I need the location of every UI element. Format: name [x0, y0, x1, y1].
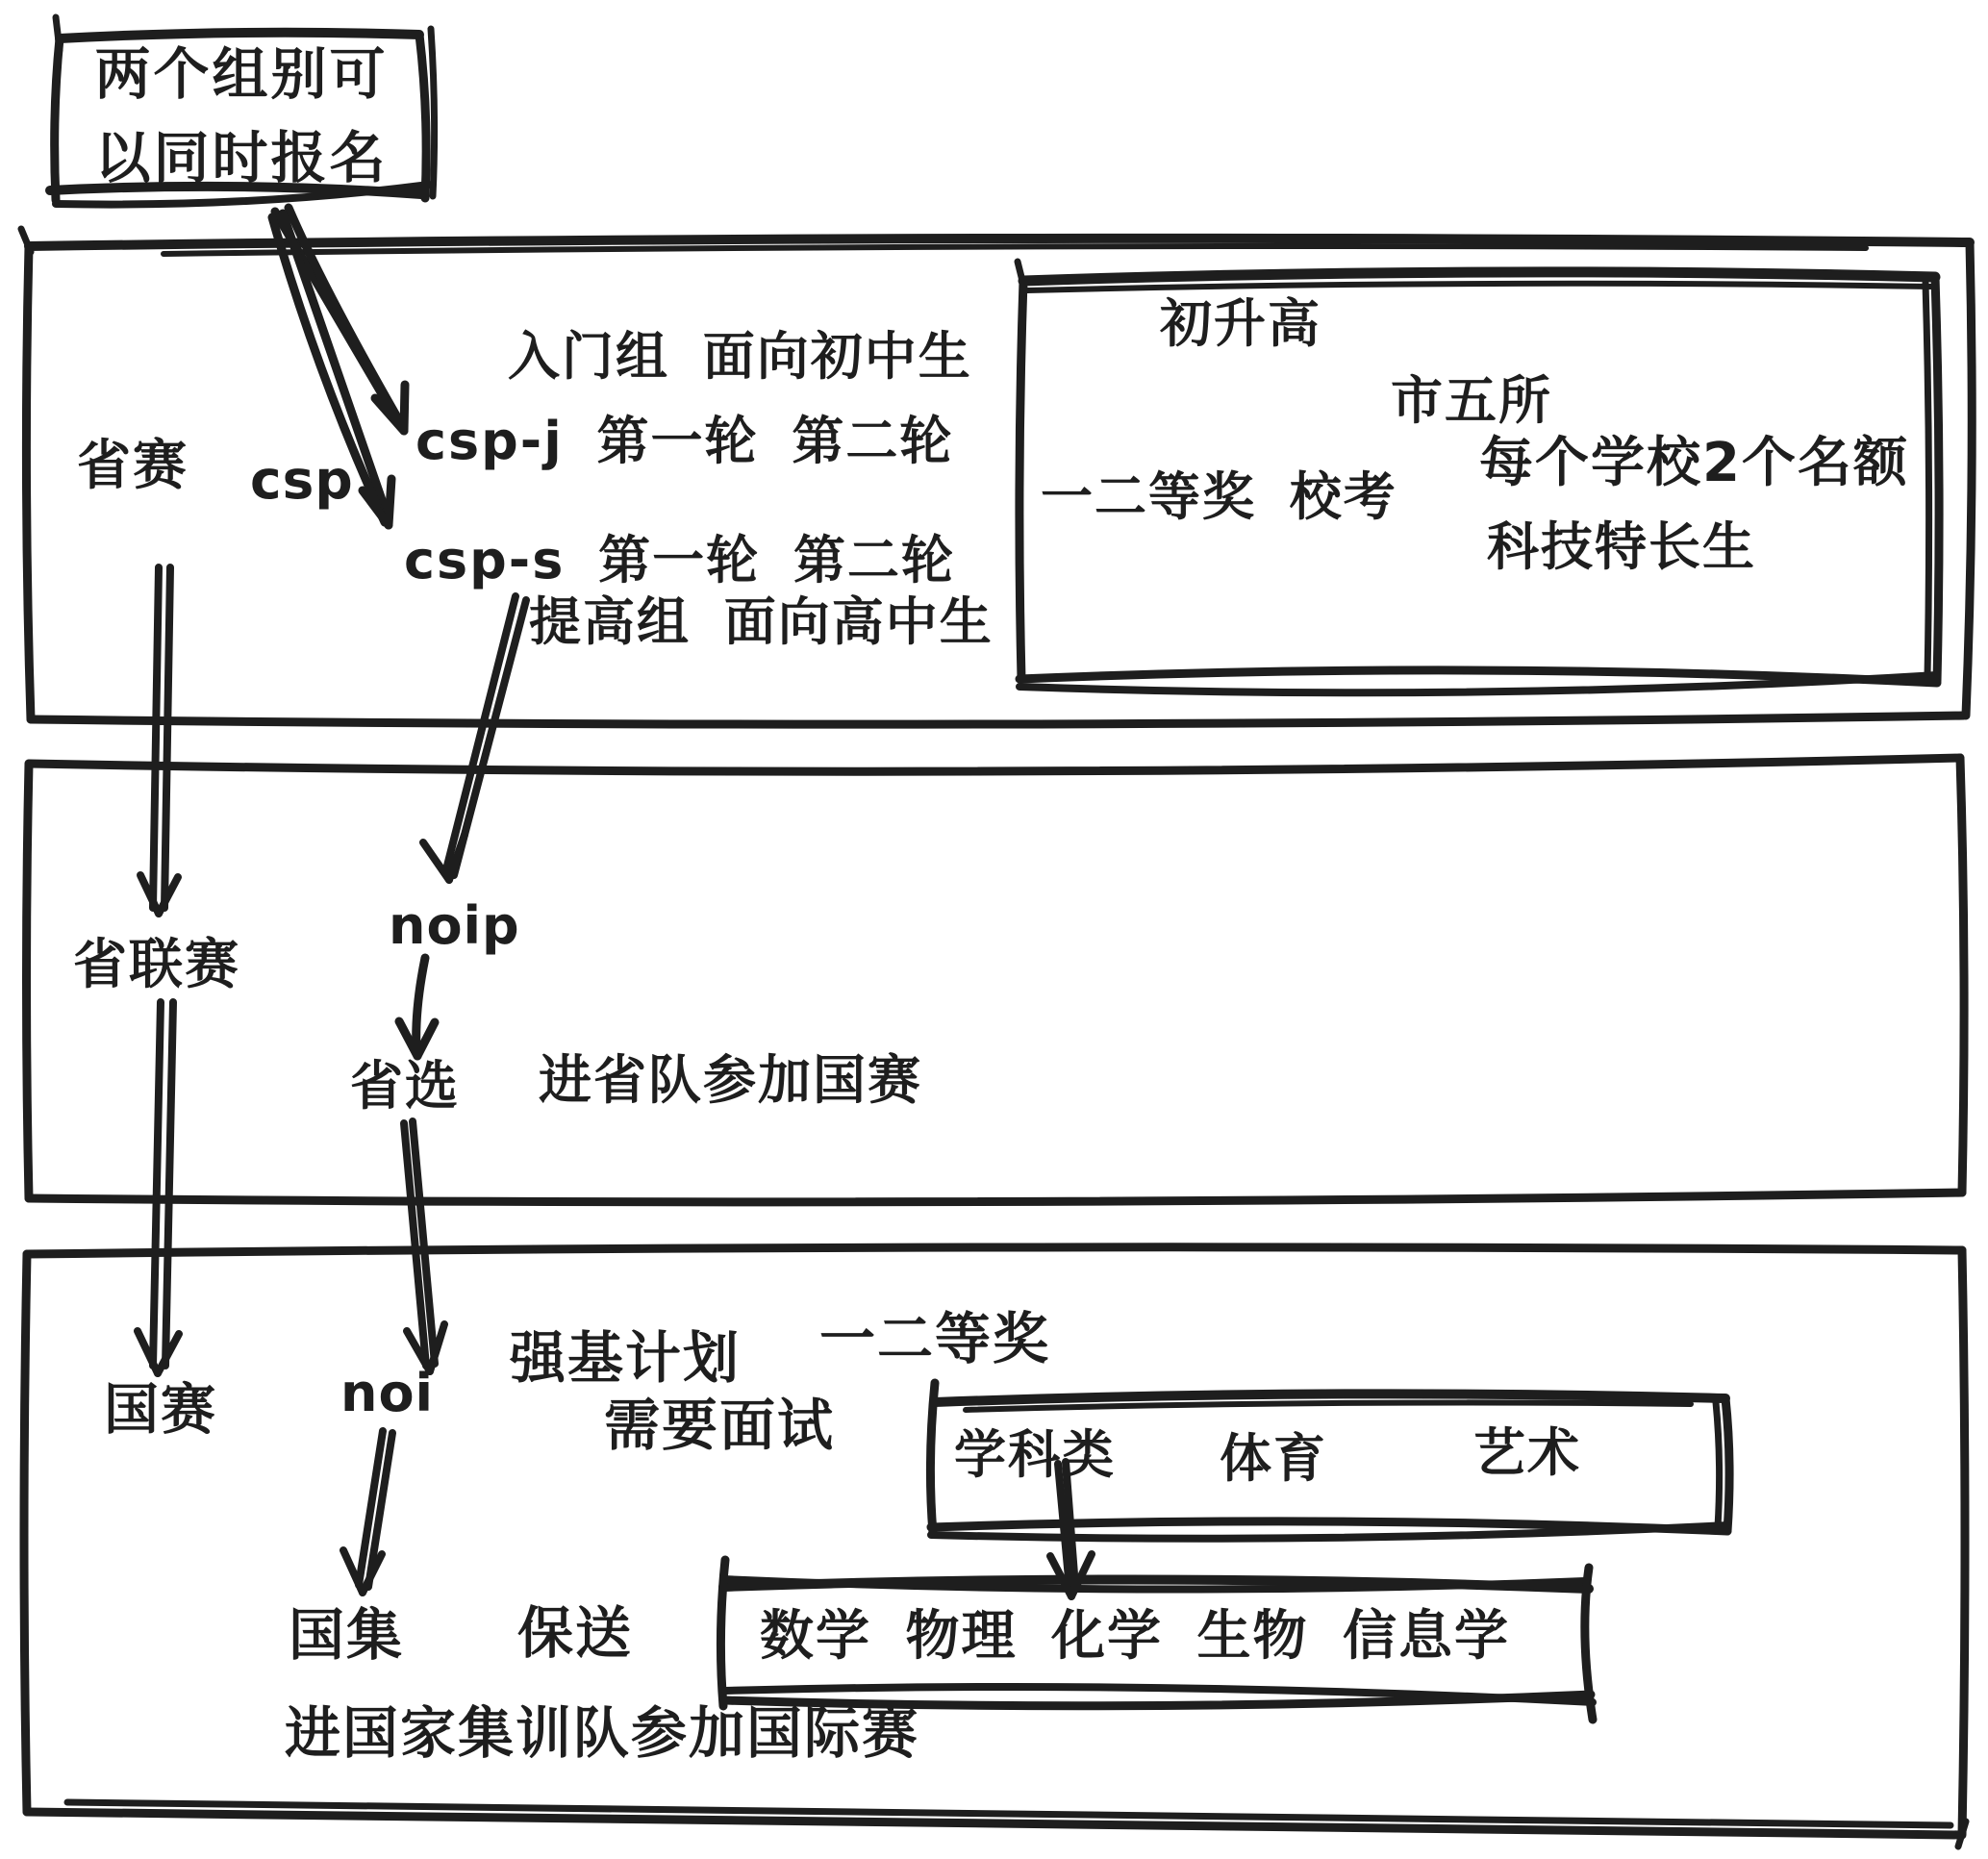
- label-csp-s-rounds: csp-s 第一轮 第二轮: [404, 530, 955, 590]
- label-tech-special-student: 科技特长生: [1487, 516, 1756, 577]
- label-baosong-subjects: 数学 物理 化学 生物 信息学: [760, 1605, 1510, 1668]
- label-csp: csp: [250, 449, 354, 511]
- label-advanced-group: 提高组 面向高中生: [529, 591, 994, 652]
- stage2-box: [27, 758, 1965, 1202]
- arrow-noip-to-shengxuan: [399, 958, 435, 1056]
- label-sports: 体育: [1220, 1428, 1327, 1489]
- label-arts: 艺术: [1473, 1422, 1581, 1483]
- label-provincial-team-note: 进省队参加国赛: [539, 1049, 923, 1111]
- arrow-shenglian-to-guosai: [138, 1002, 179, 1373]
- label-guaranteed-admission: 保送: [517, 1600, 634, 1666]
- label-national-contest: 国赛: [104, 1378, 217, 1442]
- arrow-tigaozu-to-noip: [423, 596, 526, 880]
- label-national-training-team: 国集: [289, 1602, 405, 1668]
- label-city-five-schools: 市五所: [1391, 370, 1552, 431]
- label-admission-title: 初升高: [1160, 293, 1321, 354]
- callout-note: [55, 27, 428, 206]
- label-noi: noi: [340, 1363, 435, 1423]
- label-strong-foundation-plan: 强基计划: [510, 1325, 742, 1391]
- label-international-note: 进国家集训队参加国际赛: [285, 1700, 920, 1766]
- label-first-second-prize: 一二等奖: [819, 1306, 1051, 1371]
- label-provincial-contest: 省赛: [77, 435, 189, 497]
- callout-note-line2: 以同时报名: [94, 125, 389, 190]
- label-noip: noip: [389, 895, 520, 956]
- label-subject-category: 学科类: [954, 1424, 1116, 1485]
- label-provincial-selection: 省选: [350, 1055, 461, 1117]
- label-prize-school-exam: 一二等奖 校考: [1041, 466, 1397, 527]
- label-provincial-joint-contest: 省联赛: [73, 934, 240, 996]
- label-interview-required: 需要面试: [604, 1393, 836, 1458]
- callout-note-line1: 两个组别可: [94, 41, 389, 107]
- arrow-shengsai-to-shenglian: [140, 567, 178, 914]
- label-csp-j-rounds: csp-j 第一轮 第二轮: [415, 411, 954, 471]
- label-entry-group: 入门组 面向初中生: [508, 326, 972, 387]
- label-school-quota: 每个学校2个名额: [1479, 432, 1909, 494]
- arrow-noi-to-guoji: [343, 1431, 392, 1593]
